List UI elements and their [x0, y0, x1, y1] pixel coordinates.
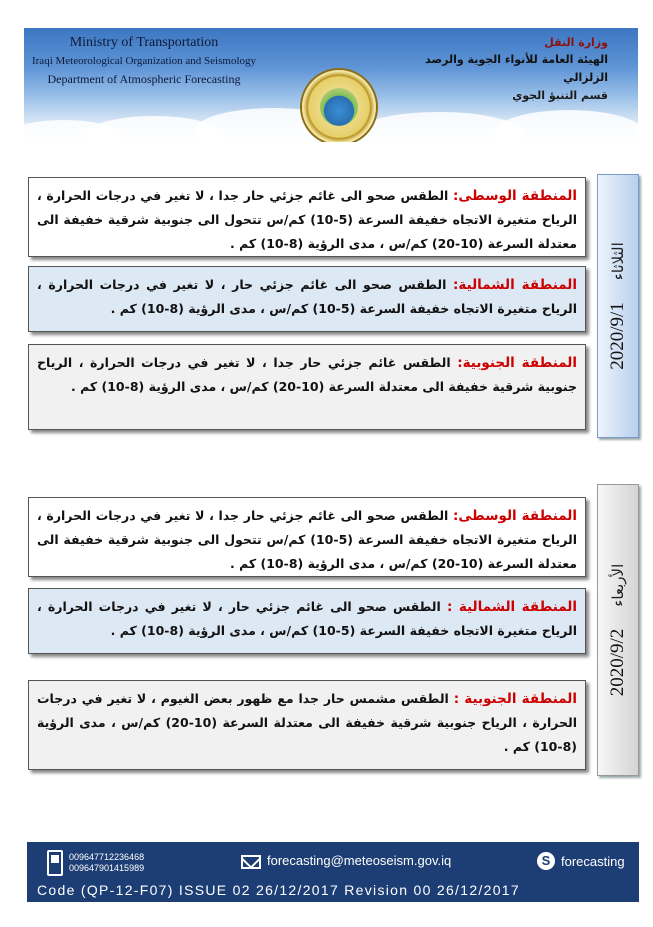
day-date: 2020/9/1 — [607, 302, 628, 370]
ministry-name-ar: وزارة النقل — [544, 36, 608, 49]
header-english-text — [24, 34, 264, 88]
day-tab-wednesday — [597, 484, 639, 776]
organization-name: Iraqi Meteorological Organization and Seismology — [31, 55, 257, 67]
region-name: المنطقة الجنوبية: — [457, 355, 577, 371]
forecast-box-central — [28, 177, 586, 257]
forecast-box-north — [28, 266, 586, 332]
forecast-box-south — [28, 344, 586, 430]
forecast-text: الطقس مشمس حار جدا مع ظهور بعض الغيوم ، لا تغير في درجات الحرارة ، الرياح جنوبية شرقية خفيفة الى معتدلة السرعة (10-20) كم/س ، مدى الرؤية (8-10) كم . — [37, 691, 577, 754]
phone-icon — [47, 850, 63, 876]
organization-name-ar: الهيئة العامة للأنواء الجوية والرصد الزلزالي — [425, 53, 608, 84]
forecast-text: الطقس صحو الى غائم جزئي حار ، لا تغير في درجات الحرارة ، الرياح متغيرة الاتجاه خفيفة السرعة (5-10) كم/س ، مدى الرؤية (8-10) كم . — [37, 599, 577, 638]
mail-icon — [241, 855, 261, 869]
header-arabic-text — [408, 34, 608, 105]
skype-handle[interactable]: forecasting — [561, 854, 625, 869]
phone-numbers — [69, 852, 144, 874]
header-banner — [24, 28, 638, 142]
phone-number: 009647712236468 — [69, 852, 145, 862]
region-name: المنطقة الشمالية: — [452, 277, 577, 293]
footer-bar — [27, 842, 639, 902]
day-name: الثلاثاء — [609, 242, 627, 281]
forecast-text: الطقس صحو الى غائم جزئي حار جدا ، لا تغير في درجات الحرارة ، الرياح متغيرة الاتجاه خفيفة السرعة (5-10) كم/س تتحول الى جنوبية شرقية خفيفة الى معتدلة السرعة (10-20) كم/س ، مدى الرؤية (8-10) كم . — [37, 188, 577, 251]
department-name-ar: قسم التنبؤ الجوي — [512, 89, 608, 102]
region-name: المنطقة الجنوبية : — [453, 691, 577, 707]
day-tab-tuesday — [597, 174, 639, 438]
region-name: المنطقة الوسطى: — [453, 188, 577, 204]
day-date: 2020/9/2 — [607, 628, 628, 697]
skype-icon: S — [537, 852, 555, 870]
forecast-text: الطقس صحو الى غائم جزئي حار ، لا تغير في درجات الحرارة ، الرياح متغيرة الاتجاه خفيفة السرعة (5-10) كم/س ، مدى الرؤية (8-10) كم . — [37, 277, 577, 316]
region-name: المنطقة الشمالية : — [446, 599, 577, 615]
forecast-text: الطقس صحو الى غائم جزئي حار جدا ، لا تغير في درجات الحرارة ، الرياح متغيرة الاتجاه خفيفة السرعة (5-10) كم/س تتحول الى جنوبية شرقية خفيفة الى معتدلة السرعة (10-20) كم/س ، مدى الرؤية (8-10) كم . — [37, 508, 577, 571]
day-name: الأربعاء — [609, 563, 627, 607]
department-name: Department of Atmospheric Forecasting — [47, 72, 241, 86]
organization-logo-icon — [302, 70, 376, 142]
region-name: المنطقة الوسطى: — [453, 508, 577, 524]
forecast-text: الطقس غائم جزئي حار جدا ، لا تغير في درجات الحرارة ، الرياح جنوبية شرقية خفيفة الى معتدلة السرعة (10-20) كم/س ، مدى الرؤية (8-10) كم . — [37, 355, 577, 394]
ministry-name: Ministry of Transportation — [69, 35, 219, 50]
forecast-box-central — [28, 497, 586, 577]
document-code: Code (QP-12-F07) ISSUE 02 26/12/2017 Revision 00 26/12/2017 — [37, 882, 520, 898]
phone-number: 009647901415989 — [69, 863, 145, 873]
logo-emblem — [320, 88, 358, 126]
forecast-box-north — [28, 588, 586, 654]
forecast-box-south — [28, 680, 586, 770]
email-link[interactable]: forecasting@meteoseism.gov.iq — [267, 853, 452, 868]
